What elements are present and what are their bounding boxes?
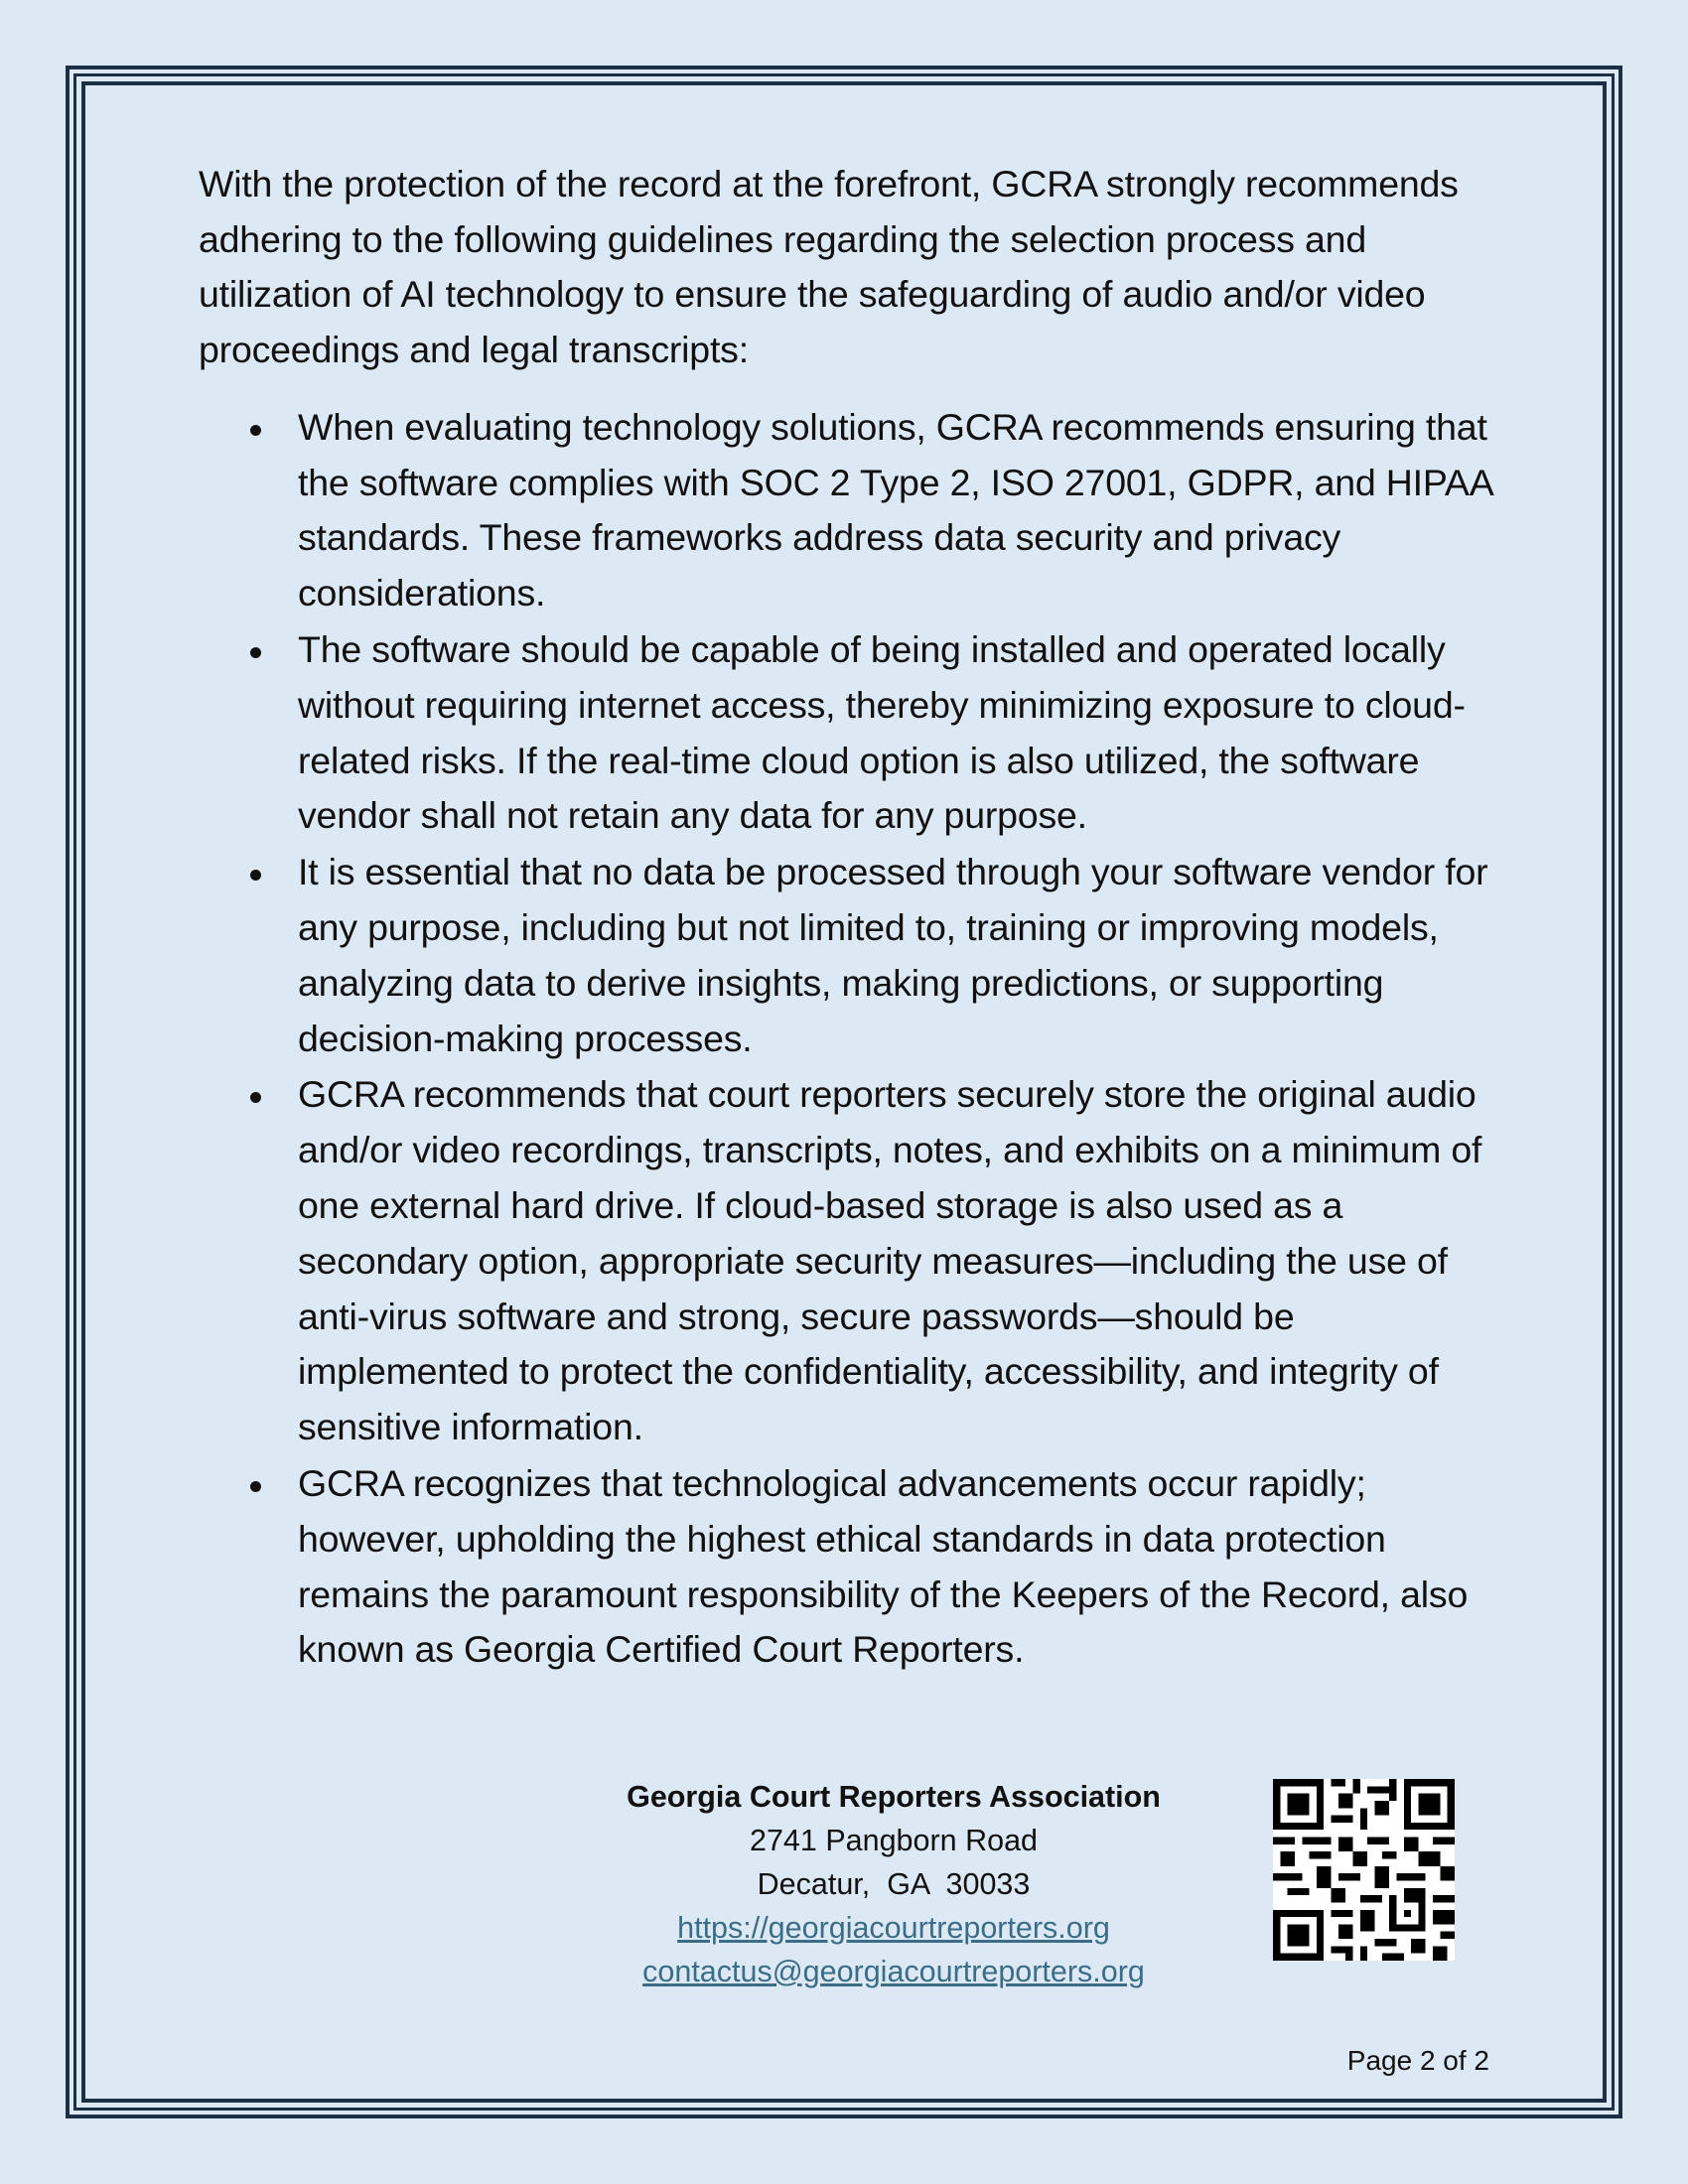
guideline-item bbox=[199, 845, 1509, 1066]
website-link[interactable]: https://georgiacourtreporters.org bbox=[677, 1911, 1110, 1945]
document-body bbox=[199, 157, 1509, 1679]
qr-code-icon[interactable] bbox=[1273, 1779, 1455, 1961]
bullet-icon bbox=[250, 1481, 261, 1492]
guideline-text: When evaluating technology solutions, GCRA recommends ensuring that the software complies with SOC 2 Type 2, ISO 27001, GDPR, and HIPAA standards. These frameworks address data security and privacy considerations. bbox=[298, 405, 1492, 614]
organization-name: Georgia Court Reporters Association bbox=[627, 1780, 1161, 1814]
address-line-1: 2741 Pangborn Road bbox=[750, 1824, 1038, 1857]
guideline-item bbox=[199, 622, 1509, 844]
intro-paragraph: With the protection of the record at the forefront, GCRA strongly recommends adhering to the following guidelines regarding the selection process and utilization of AI technology to ensure the safeguarding of audio and/or video proceedings and legal transcripts: bbox=[199, 163, 1459, 371]
bullet-icon bbox=[250, 425, 261, 436]
guideline-text: It is essential that no data be processed through your software vendor for any purpose, including but not limited to, training or improving models, analyzing data to derive insights, making predictions, or supporting decision-making processes. bbox=[298, 851, 1488, 1059]
guideline-item bbox=[199, 1456, 1509, 1678]
guideline-text: The software should be capable of being installed and operated locally without requiring internet access, thereby minimizing exposure to cloud-related risks. If the real-time cloud option is also utilized, the software vendor shall not retain any data for any purpose. bbox=[298, 628, 1466, 837]
bullet-icon bbox=[250, 870, 261, 881]
address-line-2: Decatur, GA 30033 bbox=[757, 1867, 1031, 1901]
bullet-icon bbox=[250, 1092, 261, 1103]
guideline-text: GCRA recognizes that technological advancements occur rapidly; however, upholding the highest ethical standards in data protection remains the paramount responsibility of the Keepers of the Record, also known as Georgia Certified Court Reporters. bbox=[298, 1461, 1469, 1671]
email-link[interactable]: contactus@georgiacourtreporters.org bbox=[642, 1955, 1145, 1988]
guidelines-list bbox=[199, 400, 1509, 1678]
guideline-item bbox=[199, 400, 1509, 621]
guideline-text: GCRA recommends that court reporters securely store the original audio and/or video recordings, transcripts, notes, and exhibits on a minimum of one external hard drive. If cloud-based storage is also used as a secondary option, appropriate security measures—including the use of anti-virus software and strong, secure passwords—should be implemented to protect the confidentiality, accessibility, and integrity of sensitive information. bbox=[298, 1073, 1482, 1448]
guideline-item bbox=[199, 1067, 1509, 1455]
contact-block bbox=[536, 1775, 1251, 1993]
page-number: Page 2 of 2 bbox=[1346, 2045, 1489, 2076]
bullet-icon bbox=[250, 647, 261, 658]
